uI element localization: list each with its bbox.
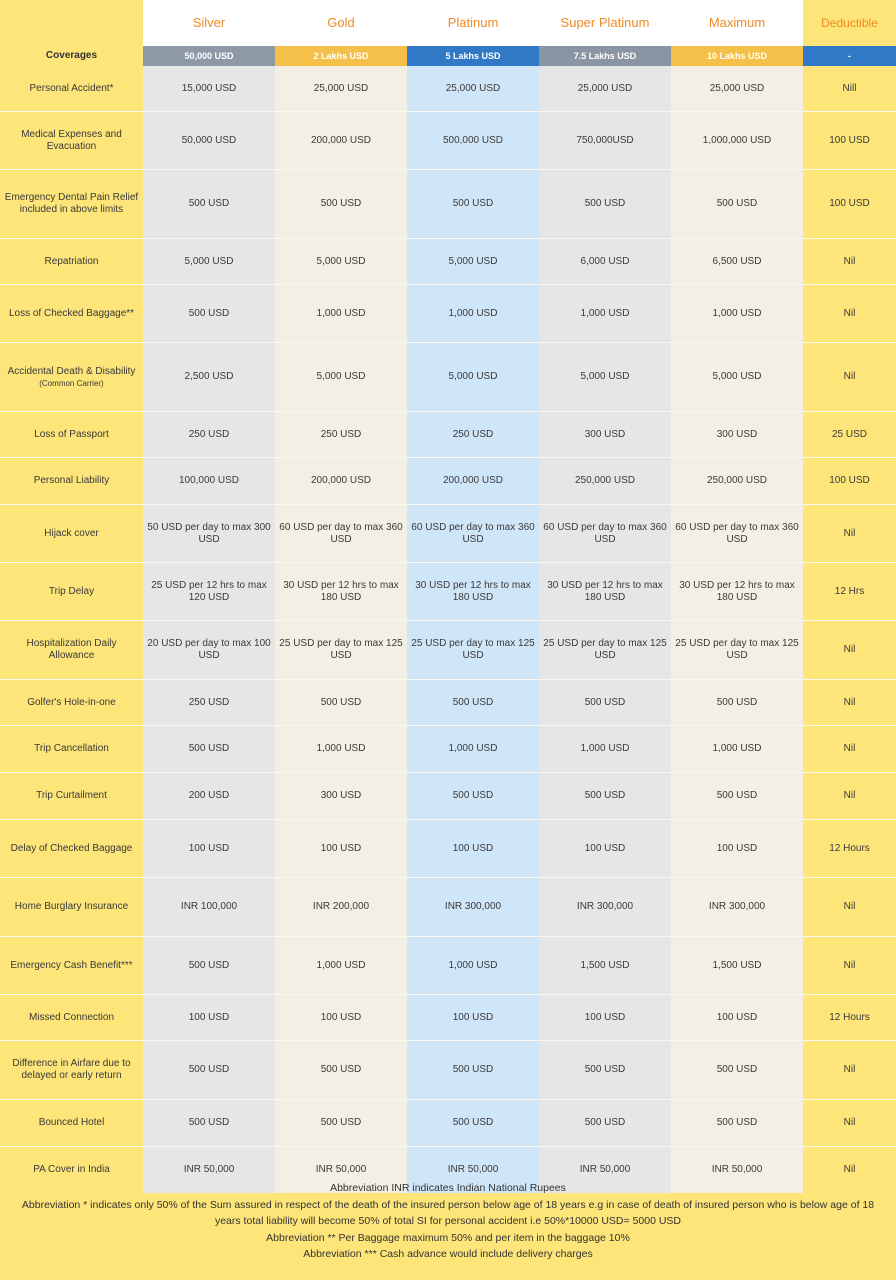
coverage-value: 1,000 USD [539,726,671,772]
coverage-label-text: Hospitalization Daily Allowance [26,638,117,661]
coverage-value: 50,000 USD [143,112,275,169]
table-row [0,111,896,169]
coverage-value: 100 USD [539,820,671,877]
coverage-value: 500 USD [407,773,539,819]
coverage-label [0,458,143,504]
coverage-label [0,239,143,284]
coverage-value: 500 USD [539,1100,671,1146]
coverage-value: 15,000 USD [143,66,275,111]
table-row [0,725,896,772]
coverage-value: 20 USD per day to max 100 USD [143,621,275,679]
coverage-value: INR 50,000 [143,1147,275,1193]
coverage-value: 500 USD [671,170,803,238]
coverage-value: 250 USD [275,412,407,457]
deductible-value: 100 USD [803,458,896,504]
deductible-value: Nil [803,773,896,819]
coverage-label [0,1041,143,1099]
coverage-value: 100 USD [671,995,803,1040]
coverage-label [0,820,143,877]
coverage-value: 100 USD [407,995,539,1040]
coverage-value: 25 USD per day to max 125 USD [407,621,539,679]
footnotes [0,1180,896,1263]
plan-header-silver: Silver [143,0,275,46]
deductible-value: 100 USD [803,112,896,169]
coverage-value: 500 USD [143,1041,275,1099]
coverage-label [0,995,143,1040]
plan-header-platinum: Platinum [407,0,539,46]
coverage-value: 100 USD [275,995,407,1040]
table-row [0,66,896,111]
table-row [0,936,896,994]
coverage-value: 500 USD [275,170,407,238]
coverage-value: 100 USD [539,995,671,1040]
coverage-value: INR 100,000 [143,878,275,936]
coverage-value: 25 USD per day to max 125 USD [539,621,671,679]
table-row [0,772,896,819]
coverage-value: 500 USD [671,773,803,819]
coverage-value: 60 USD per day to max 360 USD [539,505,671,562]
coverage-value: 500 USD [143,285,275,342]
coverage-value: 25,000 USD [671,66,803,111]
coverage-label-text: PA Cover in India [33,1164,110,1175]
coverage-value: 60 USD per day to max 360 USD [407,505,539,562]
footnote: Abbreviation ** Per Baggage maximum 50% and per item in the baggage 10% [266,1231,630,1244]
coverage-value: 1,000 USD [275,937,407,994]
coverage-value: 6,500 USD [671,239,803,284]
coverage-value: 25 USD per day to max 125 USD [275,621,407,679]
coverage-label [0,937,143,994]
coverage-value: INR 50,000 [275,1147,407,1193]
coverage-value: 2,500 USD [143,343,275,411]
deductible-value: Nil [803,1041,896,1099]
sum-maximum: 10 Lakhs USD [671,46,803,66]
deductible-value: Nil [803,878,896,936]
table-row [0,819,896,877]
table-row [0,620,896,679]
coverage-label [0,680,143,725]
coverage-value: INR 50,000 [539,1147,671,1193]
coverage-value: 25 USD per 12 hrs to max 120 USD [143,563,275,620]
deductible-value: Nil [803,726,896,772]
coverage-label [0,285,143,342]
coverage-label [0,343,143,411]
coverage-value: 30 USD per 12 hrs to max 180 USD [275,563,407,620]
table-row [0,1040,896,1099]
deductible-value: Nil [803,680,896,725]
coverage-value: 60 USD per day to max 360 USD [275,505,407,562]
coverage-value: 5,000 USD [275,239,407,284]
table-row [0,169,896,238]
coverage-value: 250 USD [143,680,275,725]
footnote: Abbreviation * indicates only 50% of the Sum assured in respect of the death of the insured person below age of 18 years e.g in case of death of insured person who is below age of 18 years total liability will become 50% of total SI for personal accident i.e 50%*10000 USD= 5000 USD [21,1198,875,1227]
coverage-value: 300 USD [275,773,407,819]
coverage-value: 1,000 USD [407,285,539,342]
coverage-label [0,112,143,169]
coverage-value: 500 USD [407,680,539,725]
coverage-value: 500 USD [539,1041,671,1099]
coverage-value: 500,000 USD [407,112,539,169]
coverage-label [0,170,143,238]
deductible-value: Nil [803,1100,896,1146]
sum-gold: 2 Lakhs USD [275,46,407,66]
coverage-value: 1,000 USD [671,726,803,772]
deductible-value: Nil [803,621,896,679]
table-row [0,504,896,562]
coverage-value: 500 USD [275,1100,407,1146]
coverage-label-text: Golfer's Hole-in-one [27,696,116,708]
deductible-value: Nil [803,937,896,994]
coverage-value: 60 USD per day to max 360 USD [671,505,803,562]
coverage-value: 100 USD [407,820,539,877]
coverage-label [0,621,143,679]
coverage-label [0,563,143,620]
coverage-value: 200 USD [143,773,275,819]
coverage-label-text: Personal Accident* [29,82,114,94]
coverage-label-text: Delay of Checked Baggage [10,842,133,854]
coverage-value: 5,000 USD [539,343,671,411]
coverage-value: 6,000 USD [539,239,671,284]
deductible-value: 12 Hours [803,820,896,877]
coverage-label [0,505,143,562]
coverage-value: 200,000 USD [275,458,407,504]
coverage-label-text: Missed Connection [28,1011,115,1023]
table-row [0,994,896,1040]
coverage-value: INR 300,000 [539,878,671,936]
coverage-value: 100 USD [143,820,275,877]
coverage-value: 1,000,000 USD [671,112,803,169]
coverage-value: 30 USD per 12 hrs to max 180 USD [539,563,671,620]
coverage-value: INR 300,000 [407,878,539,936]
coverage-value: 25,000 USD [539,66,671,111]
deductible-value: 12 Hrs [803,563,896,620]
deductible-value: Nill [803,66,896,111]
footnote: Abbreviation *** Cash advance would include delivery charges [303,1248,593,1260]
table-row [0,457,896,504]
footnote: Abbreviation INR indicates Indian National Rupees [330,1182,566,1194]
coverage-value: 1,500 USD [671,937,803,994]
coverage-value: 500 USD [275,1041,407,1099]
table-header-row [0,0,896,46]
coverage-value: 250,000 USD [539,458,671,504]
coverage-value: 500 USD [407,1041,539,1099]
coverage-value: 5,000 USD [143,239,275,284]
table-row [0,411,896,457]
coverage-value: 500 USD [539,773,671,819]
coverage-value: 500 USD [671,1041,803,1099]
coverage-value: 500 USD [275,680,407,725]
coverage-value: 100 USD [143,995,275,1040]
coverage-value: 1,000 USD [275,726,407,772]
coverage-value: 500 USD [407,170,539,238]
coverage-value: 30 USD per 12 hrs to max 180 USD [407,563,539,620]
coverage-value: 50 USD per day to max 300 USD [143,505,275,562]
coverage-label-text: Trip Cancellation [34,743,109,754]
coverage-sublabel: (Common Carrier) [39,378,104,388]
coverage-value: 25,000 USD [407,66,539,111]
coverage-value: 100 USD [275,820,407,877]
deductible-value: Nil [803,285,896,342]
coverage-value: 30 USD per 12 hrs to max 180 USD [671,563,803,620]
coverage-label-text: Loss of Passport [34,428,109,440]
coverage-label-text: Hijack cover [44,527,99,539]
coverage-label [0,726,143,772]
deductible-value: Nil [803,505,896,562]
deductible-value: Nil [803,1147,896,1193]
coverage-value: 500 USD [143,937,275,994]
coverage-label [0,878,143,936]
deductible-value: 12 Hours [803,995,896,1040]
sum-silver: 50,000 USD [143,46,275,66]
coverage-value: INR 300,000 [671,878,803,936]
coverage-value: 500 USD [671,680,803,725]
sum-platinum: 5 Lakhs USD [407,46,539,66]
coverage-value: 300 USD [671,412,803,457]
coverage-value: 5,000 USD [275,343,407,411]
coverage-value: 500 USD [143,170,275,238]
deductible-value: 100 USD [803,170,896,238]
coverage-label-text: Difference in Airfare due to delayed or early return [12,1058,131,1081]
table-row [0,1099,896,1146]
coverage-label-text: Emergency Dental Pain Relief included in above limits [4,192,139,215]
table-row [0,877,896,936]
coverage-value: 5,000 USD [671,343,803,411]
deductible-header: Deductible [803,0,896,46]
deductible-value: Nil [803,239,896,284]
coverage-value: 1,000 USD [539,285,671,342]
coverage-label [0,1100,143,1146]
coverage-label-text: Trip Delay [48,585,95,597]
coverage-value: 25,000 USD [275,66,407,111]
plan-header-super-platinum: Super Platinum [539,0,671,46]
coverage-label [0,66,143,111]
coverage-label [0,773,143,819]
coverage-value: 5,000 USD [407,343,539,411]
coverage-label-text: Bounced Hotel [38,1117,105,1128]
coverage-value: 100 USD [671,820,803,877]
coverage-value: 500 USD [143,726,275,772]
coverage-value: INR 200,000 [275,878,407,936]
coverage-value: 1,000 USD [407,937,539,994]
coverage-value: 1,000 USD [275,285,407,342]
coverage-value: 1,000 USD [407,726,539,772]
table-row [0,284,896,342]
deductible-value: Nil [803,343,896,411]
coverage-value: 250 USD [143,412,275,457]
coverage-value: 500 USD [539,170,671,238]
coverage-value: INR 50,000 [407,1147,539,1193]
coverage-label-text: Personal Liability [33,475,110,486]
table-row [0,679,896,725]
coverage-value: 100,000 USD [143,458,275,504]
plan-header-gold: Gold [275,0,407,46]
deductible-value: 25 USD [803,412,896,457]
coverage-value: 500 USD [671,1100,803,1146]
sum-insured-row [0,46,896,66]
coverage-label-text: Medical Expenses and Evacuation [21,128,122,152]
table-row [0,238,896,284]
coverage-label-text: Home Burglary Insurance [14,901,129,912]
header-blank [0,0,143,46]
coverage-value: 750,000USD [539,112,671,169]
coverage-label-text: Accidental Death & Disability [7,365,136,377]
sum-deductible: - [803,46,896,66]
coverage-label-text: Repatriation [44,255,99,267]
coverage-value: 5,000 USD [407,239,539,284]
coverage-label [0,412,143,457]
coverage-value: 500 USD [143,1100,275,1146]
coverage-value: 500 USD [539,680,671,725]
coverage-value: 250,000 USD [671,458,803,504]
coverage-label-text: Trip Curtailment [36,790,107,801]
coverage-value: 1,000 USD [671,285,803,342]
table-row [0,342,896,411]
coverage-value: 500 USD [407,1100,539,1146]
sum-super-platinum: 7.5 Lakhs USD [539,46,671,66]
coverage-label-text: Loss of Checked Baggage** [8,307,135,319]
plan-header-maximum: Maximum [671,0,803,46]
coverage-value: 200,000 USD [407,458,539,504]
table-row [0,562,896,620]
coverage-value: 25 USD per day to max 125 USD [671,621,803,679]
coverage-value: INR 50,000 [671,1147,803,1193]
coverage-value: 300 USD [539,412,671,457]
coverage-value: 250 USD [407,412,539,457]
coverage-value: 200,000 USD [275,112,407,169]
coverages-label: Coverages [0,46,143,66]
coverage-value: 1,500 USD [539,937,671,994]
coverage-label-text: Emergency Cash Benefit*** [10,959,133,971]
